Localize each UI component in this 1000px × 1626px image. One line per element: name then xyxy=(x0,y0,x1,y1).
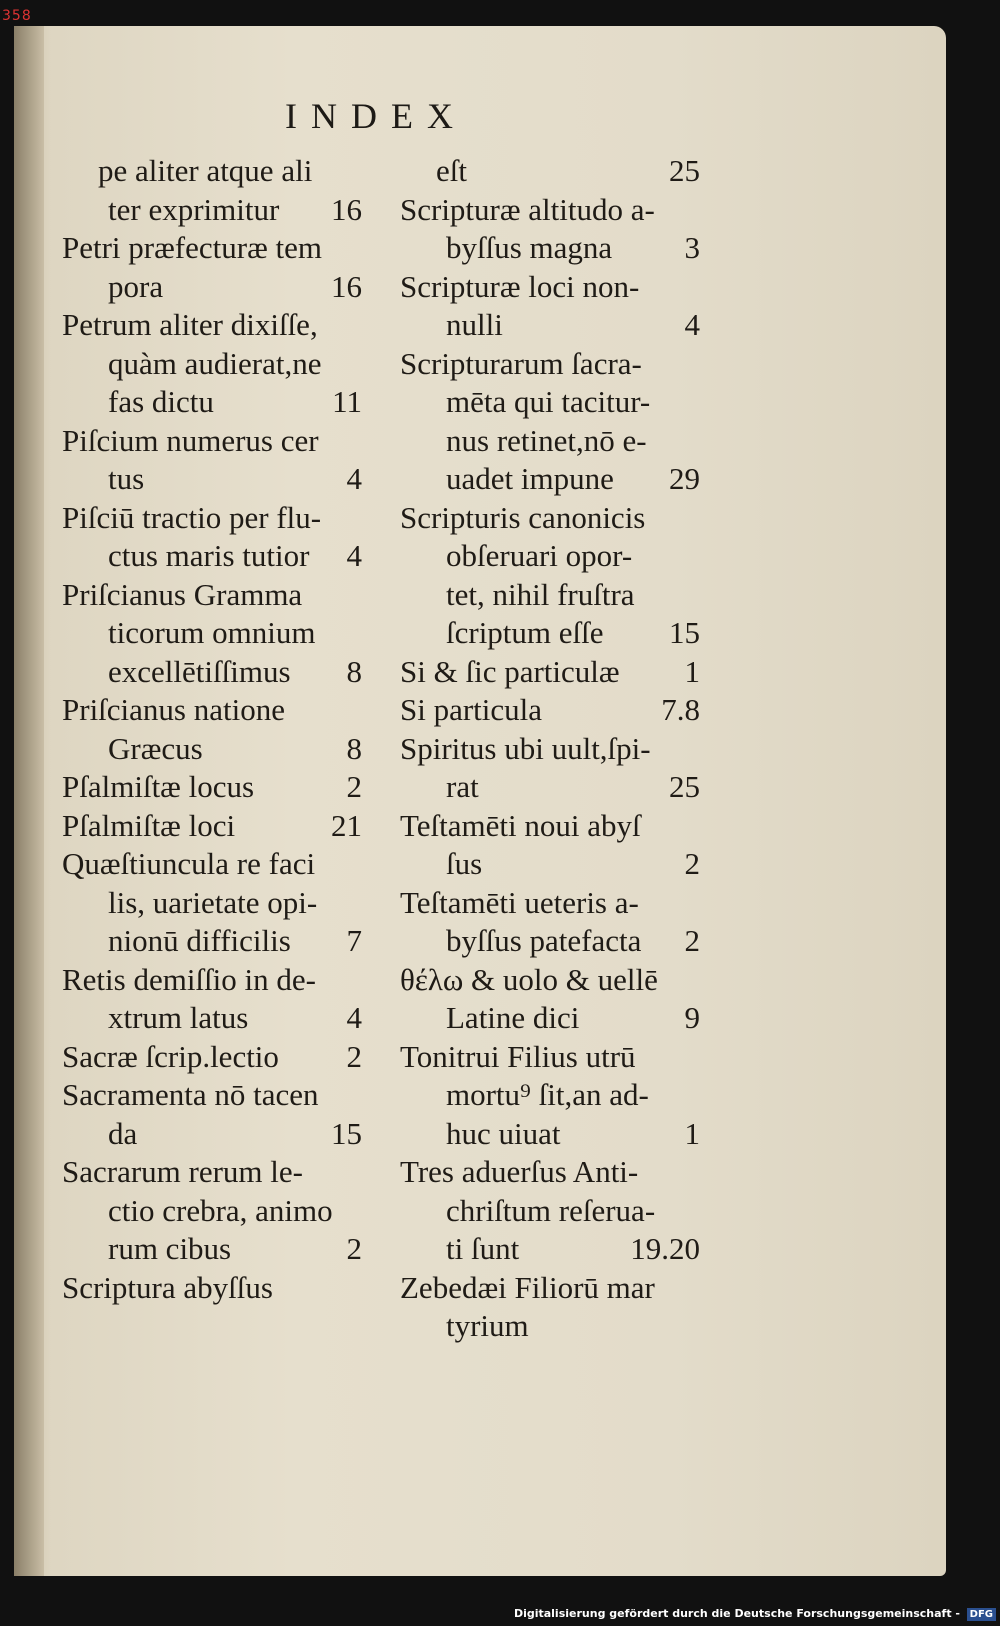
page-number: 4 xyxy=(346,461,362,496)
index-entry xyxy=(62,691,362,768)
index-entry xyxy=(62,807,362,846)
entry-line: mortu⁹ ſit,an ad- xyxy=(446,1077,649,1112)
entry-line: Piſciū tractio per flu- xyxy=(62,499,322,535)
entry-line: Priſcianus natione xyxy=(62,692,285,727)
page-number: 3 xyxy=(684,230,700,265)
entry-line: Priſcianus Gramma xyxy=(62,576,303,612)
entry-line: Scripturæ altitudo a- xyxy=(400,191,655,227)
entry-line: Si particula xyxy=(400,692,543,727)
page-number: 4 xyxy=(346,538,362,573)
entry-line: ctio crebra, animo xyxy=(108,1192,333,1228)
index-entry xyxy=(62,1076,362,1153)
page-number: 9 xyxy=(684,1000,700,1035)
index-entry xyxy=(400,191,700,268)
index-entry xyxy=(62,961,362,1038)
entry-line: Sacrarum rerum le- xyxy=(62,1154,303,1189)
index-entry xyxy=(62,306,362,422)
page-number: 19.20 xyxy=(630,1231,700,1266)
entry-line: quàm audierat,ne xyxy=(108,345,322,381)
entry-line: Tonitrui Filius utrū xyxy=(400,1038,636,1074)
entry-line: Petri præfecturæ tem xyxy=(62,230,322,265)
index-entry xyxy=(62,576,362,692)
index-entry xyxy=(400,1269,700,1346)
entry-line: Zebedæi Filiorū mar xyxy=(400,1269,655,1305)
page-number: 25 xyxy=(669,153,700,188)
entry-line: ſcriptum eſſe xyxy=(446,615,604,650)
index-entry xyxy=(400,499,700,653)
entry-line: mēta qui tacitur- xyxy=(446,384,651,419)
entry-line: ctus maris tutior xyxy=(108,538,310,573)
page-number: 11 xyxy=(332,384,362,419)
entry-line: ti ſunt xyxy=(446,1231,520,1266)
index-entry xyxy=(62,229,362,306)
page-gutter xyxy=(14,26,44,1576)
index-entry xyxy=(62,152,362,229)
entry-line: Græcus xyxy=(108,730,203,766)
index-entry xyxy=(400,807,700,884)
entry-line: Scripturarum ſacra- xyxy=(400,345,642,381)
page-number: 8 xyxy=(346,730,362,766)
entry-line: pora xyxy=(108,268,164,304)
index-entry xyxy=(400,268,700,345)
entry-line: Teſtamēti ueteris a- xyxy=(400,884,639,920)
page-number: 2 xyxy=(346,1038,362,1074)
page-number: 2 xyxy=(684,846,700,881)
entry-line: Tres aduerſus Anti- xyxy=(400,1154,639,1189)
footer-bar xyxy=(0,1576,1000,1626)
entry-line: da xyxy=(108,1115,138,1151)
index-entry xyxy=(400,152,700,191)
index-entry xyxy=(400,1153,700,1269)
index-entry xyxy=(62,1269,362,1308)
entry-line: ſus xyxy=(446,846,483,881)
entry-line: nionū difficilis xyxy=(108,923,291,958)
entry-line: Pſalmiſtæ locus xyxy=(62,769,255,804)
page-number: 4 xyxy=(684,307,700,342)
page-number: 16 xyxy=(331,268,362,304)
entry-line: byſſus magna xyxy=(446,230,613,265)
entry-line: Spiritus ubi uult,ſpi- xyxy=(400,730,651,766)
entry-line: xtrum latus xyxy=(108,1000,249,1035)
index-entry xyxy=(62,1153,362,1269)
entry-line: Sacramenta nō tacen xyxy=(62,1077,319,1112)
entry-line: Piſcium numerus cer xyxy=(62,422,319,458)
page-header: INDEX xyxy=(285,96,467,136)
index-entry xyxy=(62,499,362,576)
entry-line: ticorum omnium xyxy=(108,615,316,650)
index-entry xyxy=(62,422,362,499)
entry-line: rum cibus xyxy=(108,1231,232,1266)
index-entry xyxy=(400,730,700,807)
index-entry xyxy=(400,345,700,499)
entry-line: nus retinet,nō e- xyxy=(446,422,647,458)
entry-line: pe aliter atque ali xyxy=(98,153,313,188)
index-entry xyxy=(62,768,362,807)
page-number: 1 xyxy=(684,1115,700,1151)
index-entry xyxy=(400,1038,700,1154)
entry-line: Quæſtiuncula re faci xyxy=(62,846,316,881)
entry-line: Sacræ ſcrip.lectio xyxy=(62,1038,279,1074)
entry-line: uadet impune xyxy=(446,461,614,496)
entry-line: tyrium xyxy=(446,1308,529,1343)
entry-line: obſeruari opor- xyxy=(446,538,633,573)
page-number: 2 xyxy=(684,923,700,958)
page-number: 7.8 xyxy=(661,692,700,727)
entry-line: Scripturæ loci non- xyxy=(400,268,640,304)
entry-line: ter exprimitur xyxy=(108,191,280,227)
index-entry xyxy=(62,1038,362,1077)
entry-line: rat xyxy=(446,769,479,804)
index-entry xyxy=(400,961,700,1038)
entry-line: θέλω & uolo & uellē xyxy=(400,961,658,997)
page-number: 2 xyxy=(346,1231,362,1266)
entry-line: Scriptura abyſſus xyxy=(62,1269,273,1305)
entry-line: Teſtamēti noui abyſ xyxy=(400,807,641,843)
entry-line: huc uiuat xyxy=(446,1115,561,1151)
page-number: 29 xyxy=(669,461,700,496)
entry-line: Si & ſic particulæ xyxy=(400,653,620,689)
entry-line: tus xyxy=(108,461,145,496)
dfg-logo: DFG xyxy=(967,1608,996,1621)
entry-line: byſſus patefacta xyxy=(446,923,642,958)
page-number: 4 xyxy=(346,1000,362,1035)
entry-line: nulli xyxy=(446,307,503,342)
entry-line: lis, uarietate opi- xyxy=(108,884,318,920)
entry-line: chriſtum reſerua- xyxy=(446,1192,656,1228)
page-number: 15 xyxy=(669,615,700,650)
entry-line: tet, nihil fruſtra xyxy=(446,576,635,612)
index-entry xyxy=(400,884,700,961)
entry-line: eſt xyxy=(436,153,467,188)
entry-line: Petrum aliter dixiſſe, xyxy=(62,307,318,342)
entry-line: Latine dici xyxy=(446,1000,580,1035)
index-column-right xyxy=(400,152,700,1346)
page-number: 16 xyxy=(331,191,362,227)
page-number: 7 xyxy=(346,923,362,958)
page-number: 15 xyxy=(331,1115,362,1151)
entry-line: Pſalmiſtæ loci xyxy=(62,807,236,843)
page-number: 1 xyxy=(684,653,700,689)
index-column-left xyxy=(62,152,362,1307)
page-number: 2 xyxy=(346,769,362,804)
page-number: 8 xyxy=(346,653,362,689)
entry-line: fas dictu xyxy=(108,384,214,419)
page-number: 21 xyxy=(331,807,362,843)
index-entry xyxy=(400,653,700,692)
frame-id-label: 358 xyxy=(2,8,32,24)
index-entry xyxy=(400,691,700,730)
entry-line: Scripturis canonicis xyxy=(400,499,646,535)
entry-line: Retis demiſſio in de- xyxy=(62,961,316,997)
entry-line: excellētiſſimus xyxy=(108,653,291,689)
footer-credit: Digitalisierung gefördert durch die Deutsche Forschungsgemeinschaft - xyxy=(513,1607,960,1620)
page-number: 25 xyxy=(669,769,700,804)
index-entry xyxy=(62,845,362,961)
